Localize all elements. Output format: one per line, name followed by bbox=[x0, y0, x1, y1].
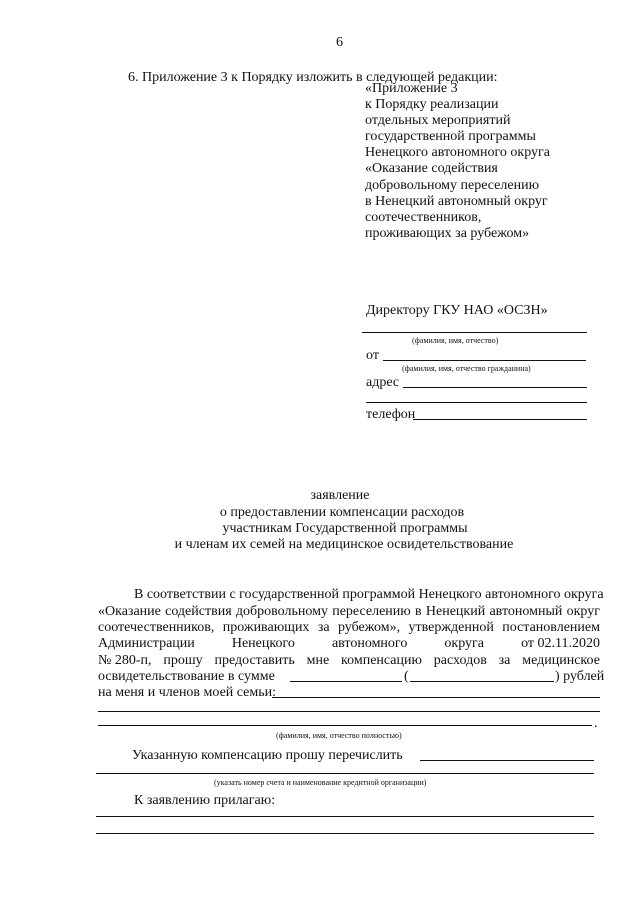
annex-line: «Приложение 3 bbox=[365, 81, 458, 96]
body-line-3 bbox=[98, 619, 600, 636]
annex-line: отдельных мероприятий bbox=[365, 113, 511, 129]
body-word: медицинское bbox=[522, 653, 600, 668]
addressee-director: Директору ГКУ НАО «ОСЗН» bbox=[366, 303, 548, 318]
body-word: за bbox=[317, 620, 330, 635]
transfer-line-1[interactable] bbox=[420, 760, 594, 761]
body-word: за bbox=[498, 653, 511, 668]
body-word: автономный bbox=[489, 604, 563, 619]
body-word: постановлением bbox=[502, 620, 600, 635]
body-word: утвержденной bbox=[408, 620, 494, 635]
annex-line: Ненецкого автономного округа bbox=[365, 145, 550, 161]
caption-account: (указать номер счета и наименование кредитной организации) bbox=[214, 778, 427, 787]
page-number: 6 bbox=[336, 35, 343, 50]
annex-line: проживающих за рубежом» bbox=[365, 225, 530, 241]
body-word: Ненецкий bbox=[425, 604, 486, 619]
body-line-5 bbox=[98, 652, 600, 669]
body-word: в bbox=[415, 604, 422, 619]
body-word: переселению bbox=[332, 604, 411, 619]
statement-subtitle-1: о предоставлении компенсации расходов bbox=[219, 505, 465, 520]
body-word: округ bbox=[566, 604, 600, 619]
sum-open-paren: ( bbox=[404, 669, 409, 684]
body-word: мне bbox=[306, 653, 330, 668]
attach-line-1[interactable] bbox=[96, 816, 594, 817]
body-word: прошу bbox=[163, 653, 203, 668]
address-line-1[interactable] bbox=[403, 387, 587, 388]
body-line-2 bbox=[98, 603, 600, 620]
attach-label: К заявлению прилагаю: bbox=[134, 793, 276, 808]
statement-title: заявление bbox=[310, 488, 370, 503]
from-name-line[interactable] bbox=[383, 360, 586, 361]
body-word: «Оказание bbox=[98, 604, 161, 619]
statement-subtitle-3: и членам их семей на медицинское освидетельствование bbox=[174, 537, 514, 552]
body-word: Ненецкого bbox=[231, 636, 295, 651]
caption-fio-full: (фамилия, имя, отчество полностью) bbox=[276, 731, 402, 740]
body-word: расходов bbox=[433, 653, 487, 668]
body-word: содействия bbox=[165, 604, 232, 619]
body-word: добровольному bbox=[235, 604, 328, 619]
annex-line: добровольному переселению bbox=[365, 177, 540, 193]
body-word: автономного bbox=[331, 636, 408, 651]
body-word: компенсацию bbox=[341, 653, 422, 668]
family-label: на меня и членов моей семьи: bbox=[98, 685, 277, 700]
body-line-4 bbox=[98, 635, 600, 652]
body-line-1: В соответствии с государственной программой Ненецкого автономного округа bbox=[134, 587, 604, 602]
body-word: рубежом», bbox=[337, 620, 401, 635]
caption-from-fio: (фамилия, имя, отчество гражданина) bbox=[402, 364, 531, 373]
address-line-2[interactable] bbox=[366, 402, 587, 403]
family-line-2[interactable] bbox=[98, 711, 600, 712]
annex-line: в Ненецкий автономный округ bbox=[365, 193, 548, 209]
annex-line: «Оказание содействия bbox=[365, 161, 498, 177]
body-word: Администрации bbox=[98, 636, 195, 651]
annex-header bbox=[365, 81, 550, 242]
caption-director-fio: (фамилия, имя, отчество) bbox=[412, 336, 499, 345]
annex-line: к Порядку реализации bbox=[365, 97, 499, 113]
transfer-label: Указанную компенсацию прошу перечислить bbox=[132, 748, 403, 763]
sum-digits-line[interactable] bbox=[290, 681, 402, 682]
family-end-dot: . bbox=[594, 716, 598, 731]
attach-line-2[interactable] bbox=[96, 833, 594, 834]
body-word: от 02.11.2020 bbox=[521, 636, 600, 651]
phone-label: телефон bbox=[366, 407, 416, 422]
body-word: № 280-п, bbox=[98, 653, 152, 668]
family-line-1[interactable] bbox=[272, 697, 600, 698]
sum-label: освидетельствование в сумме bbox=[98, 669, 275, 684]
annex-line: соотечественников, bbox=[365, 209, 482, 225]
item-6-text: 6. Приложение 3 к Порядку изложить в следующей редакции: bbox=[128, 70, 498, 85]
body-word: проживающих bbox=[222, 620, 310, 635]
annex-line: государственной программы bbox=[365, 129, 536, 145]
body-word: соотечественников, bbox=[98, 620, 215, 635]
address-label: адрес bbox=[366, 375, 400, 390]
sum-rubles-label: ) рублей bbox=[555, 669, 605, 684]
statement-subtitle-2: участникам Государственной программы bbox=[222, 521, 468, 536]
phone-line[interactable] bbox=[413, 419, 587, 420]
transfer-line-2[interactable] bbox=[96, 773, 594, 774]
family-line-3[interactable] bbox=[98, 725, 592, 726]
director-name-line[interactable] bbox=[362, 332, 587, 333]
body-word: округа bbox=[444, 636, 484, 651]
from-label: от bbox=[366, 348, 379, 363]
body-word: предоставить bbox=[214, 653, 295, 668]
sum-words-line[interactable] bbox=[410, 681, 554, 682]
